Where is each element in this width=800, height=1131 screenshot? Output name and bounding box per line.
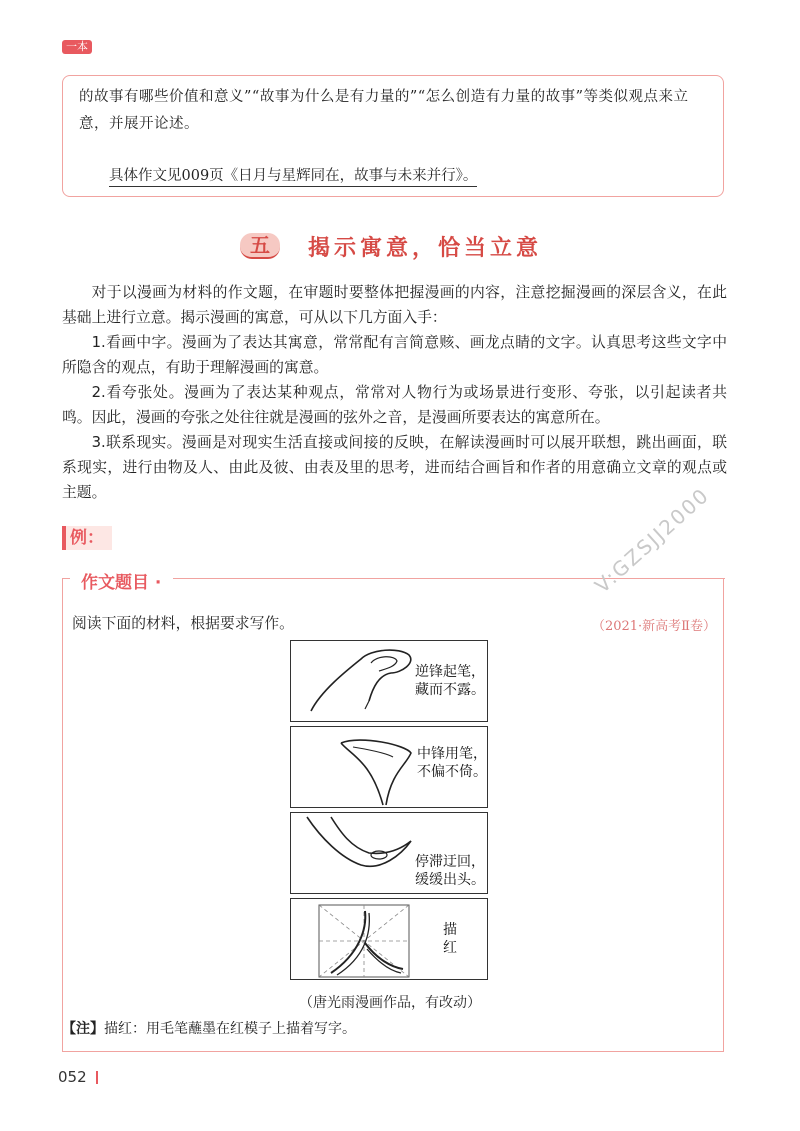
paragraph: 1.看画中字。漫画为了表达其寓意，常常配有言简意赅、画龙点睛的文字。认真思考这些文字中所隐含的观点，有助于理解漫画的寓意。 (62, 334, 727, 376)
task-instruction: 阅读下面的材料，根据要求写作。 (72, 615, 294, 632)
task-label: 作文题目 · (78, 568, 164, 593)
task-source: （2021·新高考Ⅱ卷） (591, 619, 716, 634)
body-text (62, 280, 727, 505)
intro-box (62, 75, 724, 197)
intro-text: 的故事有哪些价值和意义”“故事为什么是有力量的”“怎么创造有力量的故事”等类似观点来立意，并展开论述。 (79, 89, 689, 132)
comic-panel-2 (290, 726, 488, 808)
section-number: 五 (240, 233, 280, 259)
paragraph: 对于以漫画为材料的作文题，在审题时要整体把握漫画的内容，注意挖掘漫画的深层含义，在此基础上进行立意。揭示漫画的寓意，可从以下几方面入手： (62, 284, 727, 326)
page-number-bar (96, 1071, 98, 1084)
panel-caption: 描 红 (443, 922, 457, 956)
panel-caption: 逆锋起笔， 藏而不露。 (415, 664, 485, 698)
comic-panel-4 (290, 898, 488, 980)
paragraph: 2.看夸张处。漫画为了表达某种观点，常常对人物行为或场景进行变形、夸张，以引起读者共鸣。因此，漫画的夸张之处往往就是漫画的弦外之音，是漫画所要表达的寓意所在。 (62, 384, 727, 426)
note-text: 描红：用毛笔蘸墨在红模子上描着写字。 (104, 1021, 356, 1037)
panel-caption: 停滞迂回， 缓缓出头。 (415, 854, 485, 888)
section-title (240, 230, 542, 262)
watermark: V:GZSJJ2000 (590, 482, 715, 598)
tracing-grid-illustration (291, 899, 489, 981)
page-number: 052 (58, 1068, 87, 1086)
intro-reference: 具体作文见009页《日月与星辉同在，故事与未来并行》。 (109, 164, 477, 187)
comic-panel-3 (290, 812, 488, 894)
corner-mark: 一本 (62, 40, 92, 54)
paragraph: 3.联系现实。漫画是对现实生活直接或间接的反映，在解读漫画时可以展开联想，跳出画面，联系现实，进行由物及人、由此及彼、由表及里的思考，进而结合画旨和作者的用意确立文章的观点或主题。 (62, 434, 727, 501)
panel-caption: 中锋用笔， 不偏不倚。 (417, 746, 487, 780)
example-label: 例： (62, 526, 112, 550)
note (62, 1018, 356, 1038)
section-heading: 揭示寓意，恰当立意 (308, 234, 543, 261)
comic-panel-1 (290, 640, 488, 722)
note-label: 【注】 (62, 1021, 104, 1037)
comic-credit: （唐光雨漫画作品，有改动） (299, 995, 481, 1011)
